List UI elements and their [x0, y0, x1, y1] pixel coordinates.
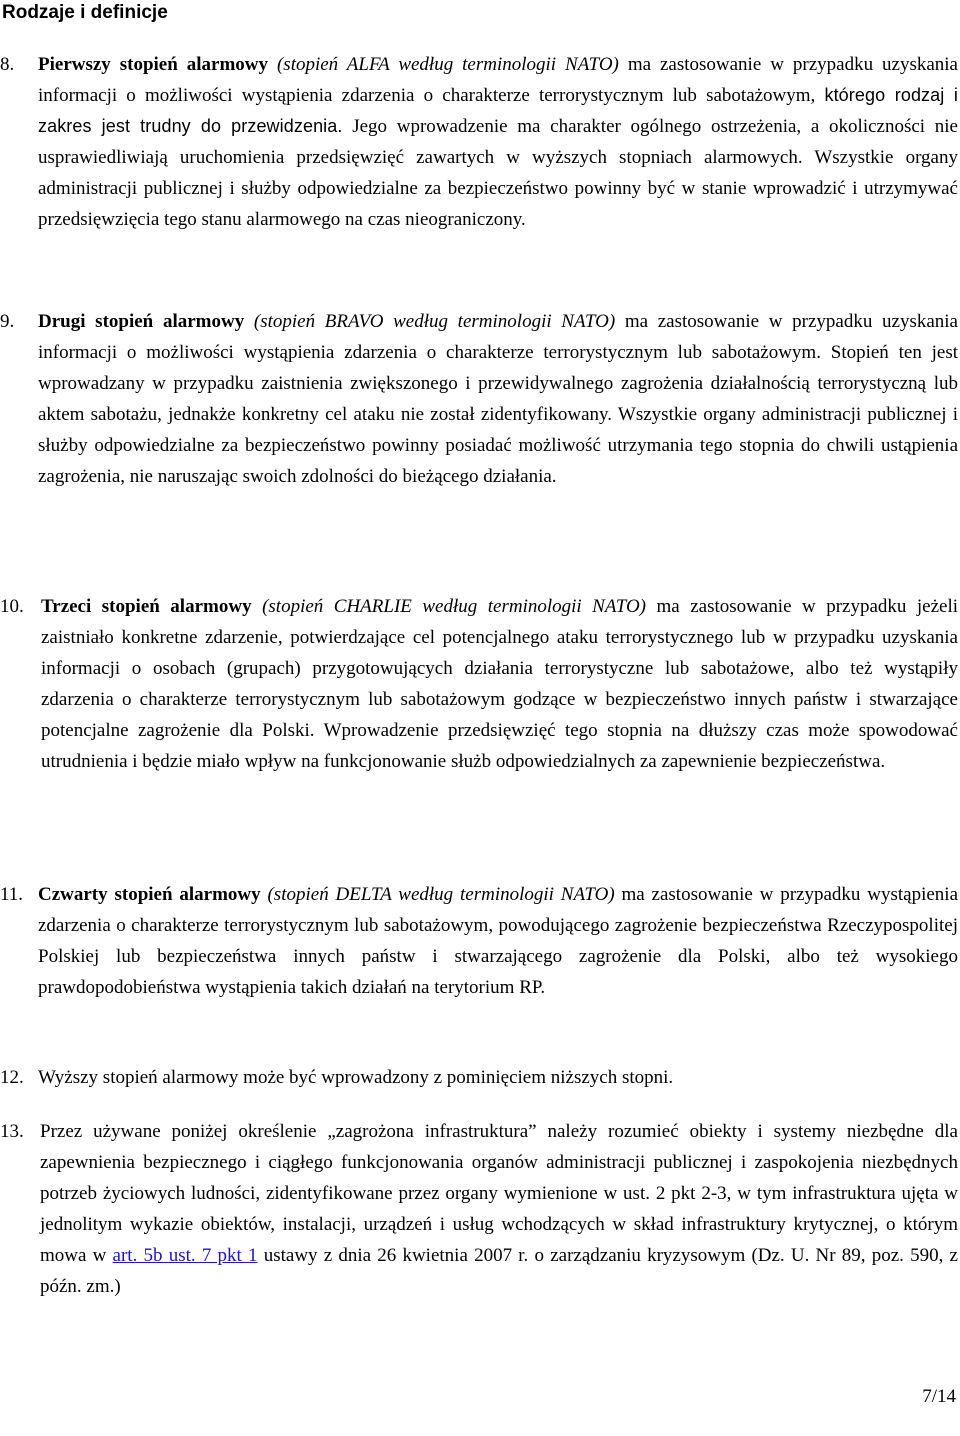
item-bold-title: Trzeci stopień alarmowy	[41, 596, 252, 617]
item-bold-title: Czwarty stopień alarmowy	[38, 884, 261, 905]
item-text: ma zastosowanie w przypadku uzyskania informacji o możliwości wystąpienia zdarzenia o charakterze terrorystycznym lub sabotażowym. Stopień ten jest wprowadzany w przypadku zaistnienia zwiększonego i przewidywalnego zagrożenia działalnością terrorystyczną lub aktem sabotażu, jednakże konkretny cel ataku nie został zidentyfikowany. Wszystkie organy administracji publicznej i służby odpowiedzialne za bezpieczeństwo powinny posiadać możliwość utrzymania tego stopnia do chwili ustąpienia zagrożenia, nie naruszając swoich zdolności do bieżącego działania.	[38, 311, 958, 487]
section-heading: Rodzaje i definicje	[2, 2, 168, 23]
item-number: 13.	[0, 1121, 24, 1142]
item-italic-note: (stopień DELTA według terminologii NATO)	[267, 884, 615, 905]
item-italic-note: (stopień CHARLIE według terminologii NATO)	[262, 596, 647, 617]
legal-reference-link[interactable]: art. 5b ust. 7 pkt 1	[112, 1245, 258, 1266]
item-italic-note: (stopień BRAVO według terminologii NATO)	[253, 311, 616, 332]
item-number: 8.	[0, 54, 15, 75]
item-bold-title: Drugi stopień alarmowy	[38, 311, 245, 332]
item-text: Przez używane poniżej określenie „zagrożona infrastruktura” należy rozumieć obiekty i systemy niezbędne dla zapewnienia bezpiecznego i ciągłego funkcjonowania organów administracji publicznej i zaspokojenia niezbędnych potrzeb życiowych ludności, zidentyfikowane przez organy wymienione w ust. 2 pkt 2-3, w tym infrastruktura ujęta w jednolitym wykazie obiektów, instalacji, urządzeń i usług wchodzących w skład infrastruktury krytycznej, o którym mowa w	[40, 1121, 958, 1266]
list-item-13	[0, 1116, 958, 1302]
item-text-sans: którego rodzaj i zakres jest trudny do przewidzenia.	[38, 85, 958, 136]
item-number: 12.	[0, 1067, 24, 1088]
item-bold-title: Pierwszy stopień alarmowy	[38, 54, 269, 75]
list-item-8	[0, 49, 958, 235]
list-item-10	[0, 591, 958, 777]
item-text: ma zastosowanie w przypadku uzyskania informacji o możliwości wystąpienia zdarzenia o charakterze terrorystycznym lub sabotażowym,	[38, 54, 958, 106]
item-text: Wyższy stopień alarmowy może być wprowadzony z pominięciem niższych stopni.	[38, 1067, 674, 1088]
item-text-after: ustawy z dnia 26 kwietnia 2007 r. o zarządzaniu kryzysowym (Dz. U. Nr 89, poz. 590, z późn. zm.)	[40, 1245, 958, 1297]
list-item-11	[0, 879, 958, 1003]
list-item-9	[0, 306, 958, 492]
item-text-tail: Jego wprowadzenie ma charakter ogólnego ostrzeżenia, a okoliczności nie usprawiedliwiają uruchomienia przedsięwzięć zawartych w wyższych stopniach alarmowych. Wszystkie organy administracji publicznej i służby odpowiedzialne za bezpieczeństwo powinny być w stanie wprowadzić i utrzymywać przedsięwzięcia tego stanu alarmowego na czas nieograniczony.	[38, 116, 958, 230]
page-number: 7/14	[922, 1386, 956, 1407]
item-number: 9.	[0, 311, 15, 332]
list-item-12	[0, 1062, 958, 1093]
item-text: ma zastosowanie w przypadku jeżeli zaistniało konkretne zdarzenie, potwierdzające cel potencjalnego ataku terrorystycznego lub w przypadku uzyskania informacji o osobach (grupach) przygotowujących działania terrorystyczne lub sabotażowe, albo też wystąpiły zdarzenia o charakterze terrorystycznym lub sabotażowym godzące w bezpieczeństwo innych państw i stwarzające potencjalne zagrożenie dla Polski. Wprowadzenie przedsięwzięć tego stopnia na dłuższy czas może spowodować utrudnienia i będzie miało wpływ na funkcjonowanie służb odpowiedzialnych za zapewnienie bezpieczeństwa.	[41, 596, 959, 772]
item-italic-note: (stopień ALFA według terminologii NATO)	[276, 54, 619, 75]
item-text: ma zastosowanie w przypadku wystąpienia zdarzenia o charakterze terrorystycznym lub sabotażowym, powodującego zagrożenie bezpieczeństwa Rzeczypospolitej Polskiej lub bezpieczeństwa innych państw i stwarzającego zagrożenie dla Polski, albo też wysokiego prawdopodobieństwa wystąpienia takich działań na terytorium RP.	[38, 884, 959, 998]
item-number: 11.	[0, 884, 24, 905]
item-number: 10.	[0, 596, 24, 617]
